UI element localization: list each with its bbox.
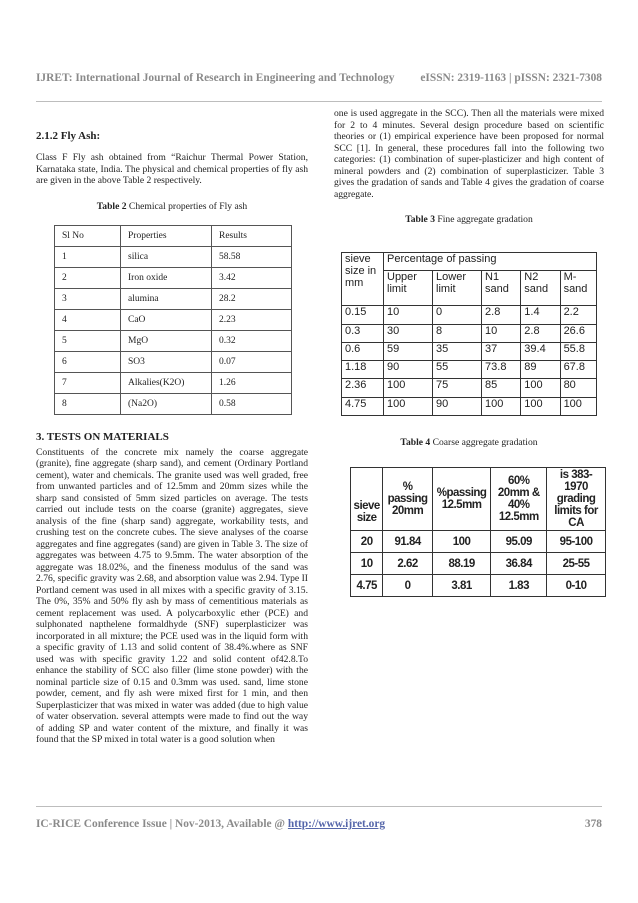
table-row [342, 306, 597, 324]
table-cell: 39.4 [521, 342, 560, 360]
table-cell: 100 [384, 379, 433, 397]
table-cell: alumina [121, 288, 212, 309]
table-row [55, 246, 292, 267]
fly-ash-heading: 2.1.2 Fly Ash: [36, 130, 101, 142]
table-cell: 0.6 [342, 342, 384, 360]
table-cell: 73.8 [482, 361, 521, 379]
table3-col-header: N2 sand [521, 271, 560, 306]
table-row [342, 324, 597, 342]
table2-caption-text: Chemical properties of Fly ash [126, 200, 248, 212]
table-cell: 4.75 [351, 575, 383, 597]
table-cell: 10 [384, 306, 433, 324]
left-column [36, 118, 308, 746]
table-cell: 5 [55, 330, 121, 351]
table-cell: 35 [433, 342, 482, 360]
table4-col-header: sieve size [351, 468, 383, 531]
table-cell: Alkalies(K2O) [121, 372, 212, 393]
table-cell: 88.19 [432, 553, 491, 575]
table3-caption [334, 214, 604, 225]
table-cell: 1.18 [342, 361, 384, 379]
footer-text [36, 818, 385, 830]
table-row [55, 372, 292, 393]
table-cell: 0.58 [212, 393, 292, 414]
table-cell: 6 [55, 351, 121, 372]
right-paragraph: one is used aggregate in the SCC). Then all the materials were mixed for 2 to 4 minutes. Several design procedure based on scientific theories or (1) empirical experience have been proposed for normal SCC [1]. In general, these procedures fall into the following two categories: (1) combination of super-plasticizer and high content of mineral powders and (2) combination of superplasticizer. Table 3 gives the gradation of sands and Table 4 gives the gradation of coarse aggregate. [334, 108, 604, 200]
table3-group-header: Percentage of passing [384, 253, 597, 271]
table2-header-row [55, 225, 292, 246]
conference-info: IC-RICE Conference Issue | Nov-2013, Available @ [36, 818, 288, 830]
table-cell: 30 [384, 324, 433, 342]
table-cell: 85 [482, 379, 521, 397]
table-cell: 100 [384, 397, 433, 415]
table2-label: Table 2 [96, 200, 127, 212]
table-cell: 100 [521, 397, 560, 415]
table-cell: 1.26 [212, 372, 292, 393]
table-cell: Iron oxide [121, 267, 212, 288]
running-footer [36, 818, 602, 830]
journal-title: IJRET: International Journal of Research in Engineering and Technology [36, 72, 395, 84]
table-cell: 28.2 [212, 288, 292, 309]
table-cell: 75 [433, 379, 482, 397]
table-cell: 100 [560, 397, 596, 415]
table-row [55, 351, 292, 372]
table4-col-header: 60% 20mm & 40% 12.5mm [491, 468, 547, 531]
table-cell: 100 [432, 531, 491, 553]
fly-ash-paragraph: Class F Fly ash obtained from “Raichur Thermal Power Station, Karnataka state, India. The physical and chemical properties of fly ash are given in the above Table 2 respectively. [36, 152, 308, 186]
table-cell: 1.83 [491, 575, 547, 597]
table-cell: 10 [482, 324, 521, 342]
table-cell: 36.84 [491, 553, 547, 575]
table-cell: 8 [433, 324, 482, 342]
table3-caption-text: Fine aggregate gradation [435, 214, 533, 225]
table-cell: 58.58 [212, 246, 292, 267]
table-cell: 67.8 [560, 361, 596, 379]
table-cell: 37 [482, 342, 521, 360]
table-cell: 0.32 [212, 330, 292, 351]
table-cell: 3.81 [432, 575, 491, 597]
table-row [55, 288, 292, 309]
table-row [55, 393, 292, 414]
table4-caption-text: Coarse aggregate gradation [430, 437, 538, 448]
table-row [351, 553, 606, 575]
table-cell: 2 [55, 267, 121, 288]
table-cell: 100 [482, 397, 521, 415]
table-row [55, 267, 292, 288]
table-cell: silica [121, 246, 212, 267]
right-column [334, 108, 604, 225]
table-cell: 20 [351, 531, 383, 553]
table-cell: 90 [384, 361, 433, 379]
running-header [36, 72, 602, 84]
table-cell: 4 [55, 309, 121, 330]
table3 [341, 252, 597, 416]
table-row [342, 379, 597, 397]
table2-header-cell: Properties [121, 225, 212, 246]
table-row [342, 342, 597, 360]
table-cell: 8 [55, 393, 121, 414]
table-cell: 2.8 [482, 306, 521, 324]
table-cell: 89 [521, 361, 560, 379]
table-cell: 7 [55, 372, 121, 393]
table-cell: 2.8 [521, 324, 560, 342]
page-number: 378 [584, 818, 602, 830]
table-cell: MgO [121, 330, 212, 351]
table4 [350, 467, 606, 597]
table2 [54, 225, 292, 415]
table3-sieve-header: sieve size in mm [342, 253, 384, 306]
table-cell: 2.2 [560, 306, 596, 324]
table-cell: 25-55 [547, 553, 606, 575]
footer-rule [36, 806, 602, 807]
table-cell: 55.8 [560, 342, 596, 360]
table-cell: 2.23 [212, 309, 292, 330]
journal-link[interactable]: http://www.ijret.org [287, 818, 386, 830]
table-cell: 95-100 [547, 531, 606, 553]
table-cell: 59 [384, 342, 433, 360]
table4-caption [334, 437, 604, 448]
tests-paragraph: Constituents of the concrete mix namely the coarse aggregate (granite), fine aggregate (sharp sand), and cement (Ordinary Portland cement), water and chemicals. The granite used was well graded, free from unwanted particles and of 12.5mm and 20mm sizes while the sharp sand consisted of 5mm sized particles on average. The tests carried out include tests on the coarse (granite) aggregates, sieve analysis of the fine (sharp sand) aggregate, workability tests, and crushing test on the concrete cubes. The sieve analyses of the coarse aggregates and fine aggregates (sand) are given in Table 3. The size of aggregates was between 4.75 to 9.5mm. The water absorption of the aggregate was 18.02%, and the fineness modulus of the sand was 2.76, specific gravity was 2.68, and absorption value was 2.94. Type II Portland cement was used in all mixes with a specific gravity of 3.15. The 0%, 35% and 50% fly ash by mass of cementitious materials as cement replacement was used. A polycarboxylic ether (PCE) and sulphonated napthelene formaldhyde (SNF) superplasticizer was incorporated in all mixture; the PCE used was in the liquid form with a specific gravity of 1.13 and solid content of 38.4%.where as SNF used was with specific gravity 1.22 and solid content of42.8.To enhance the stability of SCC also filler (lime stone powder) with the nominal particle size of 0.15 and 0.3mm was used. sand, lime stone powder, cement, and fly ash were mixed first for 1 min, and then Superplasticizer that was mixed in water was added (due to high value of water observation. several attempts were made to find out the way of adding SP and water content of the mixture, and finally it was found that the SP mixed in total water is a good solution when [36, 446, 308, 745]
table-cell: 55 [433, 361, 482, 379]
table-cell: 100 [521, 379, 560, 397]
table-row [351, 575, 606, 597]
table-cell: 2.36 [342, 379, 384, 397]
table3-header-row [342, 253, 597, 271]
table-cell: SO3 [121, 351, 212, 372]
table-cell: CaO [121, 309, 212, 330]
table4-col-header: % passing 20mm [383, 468, 432, 531]
table-cell: 3.42 [212, 267, 292, 288]
table3-col-header: Lower limit [433, 271, 482, 306]
table2-header-cell: Sl No [55, 225, 121, 246]
table-cell: 26.6 [560, 324, 596, 342]
table-row [351, 531, 606, 553]
table-cell: 2.62 [383, 553, 432, 575]
issn-info: eISSN: 2319-1163 | pISSN: 2321-7308 [420, 72, 602, 84]
table4-col-header: is 383-1970 grading limits for CA [547, 468, 606, 531]
table4-col-header: %passing 12.5mm [432, 468, 491, 531]
table2-header-cell: Results [212, 225, 292, 246]
table-cell: 4.75 [342, 397, 384, 415]
table-cell: 80 [560, 379, 596, 397]
tests-heading: 3. TESTS ON MATERIALS [36, 430, 169, 443]
table-row [342, 361, 597, 379]
table-row [55, 309, 292, 330]
table3-col-header: N1 sand [482, 271, 521, 306]
table-cell: (Na2O) [121, 393, 212, 414]
table-cell: 1 [55, 246, 121, 267]
table-cell: 0.15 [342, 306, 384, 324]
table-cell: 10 [351, 553, 383, 575]
table-cell: 0 [433, 306, 482, 324]
table-cell: 0.07 [212, 351, 292, 372]
table-cell: 91.84 [383, 531, 432, 553]
table4-label: Table 4 [400, 437, 431, 448]
table-cell: 1.4 [521, 306, 560, 324]
header-rule [36, 101, 602, 102]
table-cell: 3 [55, 288, 121, 309]
table-cell: 95.09 [491, 531, 547, 553]
table3-col-header: Upper limit [384, 271, 433, 306]
table3-label: Table 3 [405, 214, 435, 225]
table-cell: 0.3 [342, 324, 384, 342]
table-row [55, 330, 292, 351]
table2-caption [36, 201, 308, 212]
table-cell: 90 [433, 397, 482, 415]
table4-header-row [351, 468, 606, 531]
table3-col-header: M-sand [560, 271, 596, 306]
table-cell: 0-10 [547, 575, 606, 597]
table-cell: 0 [383, 575, 432, 597]
table-row [342, 397, 597, 415]
